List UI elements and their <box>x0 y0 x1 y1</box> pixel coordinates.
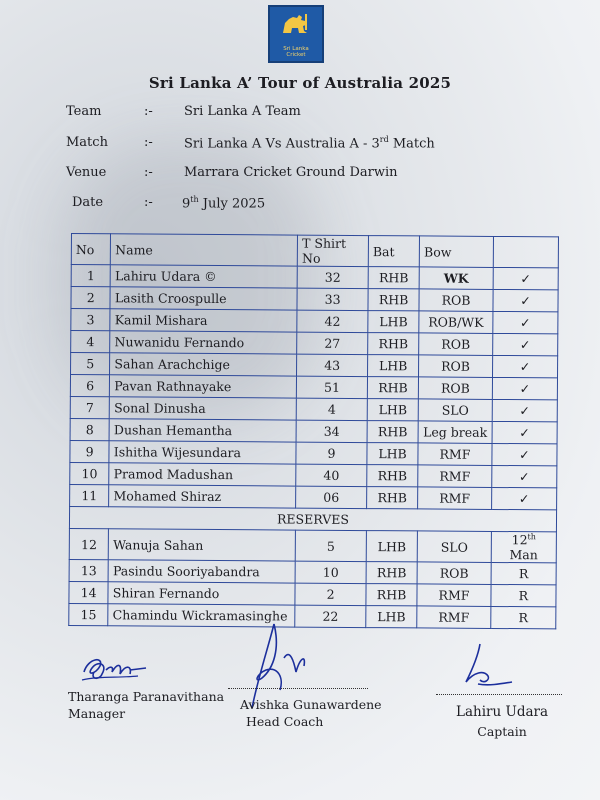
batting-style: RHB <box>366 584 417 606</box>
date-superscript: th <box>190 195 199 204</box>
match-value <box>184 135 435 151</box>
match-superscript: rd <box>379 135 389 144</box>
bowling-style: RMF <box>417 584 491 607</box>
player-name: Lahiru Udara © <box>110 265 297 288</box>
shirt-number: 42 <box>297 310 368 332</box>
checkmark-icon: ✓ <box>492 421 557 443</box>
bowling-style: WK <box>419 267 493 290</box>
bowling-style: ROB <box>417 562 491 585</box>
team-label: Team <box>66 104 102 119</box>
match-label: Match <box>66 135 108 150</box>
player-name: Dushan Hemantha <box>109 419 296 442</box>
player-name: Pramod Madushan <box>109 463 296 486</box>
batting-style: RHB <box>366 562 417 584</box>
batting-style: LHB <box>366 531 417 563</box>
header-bow: Bow <box>419 236 493 268</box>
bowling-style: SLO <box>418 399 492 422</box>
batting-style: RHB <box>367 377 418 399</box>
checkmark-icon: ✓ <box>493 267 558 289</box>
match-value-suffix: Match <box>388 136 435 152</box>
player-number: 2 <box>71 287 110 309</box>
player-name: Pavan Rathnayake <box>110 375 297 398</box>
player-name: Mohamed Shiraz <box>109 485 296 508</box>
player-name: Pasindu Sooriyabandra <box>108 560 295 583</box>
batting-style: RHB <box>368 267 419 289</box>
bowling-style: ROB <box>419 377 493 400</box>
date-value <box>182 195 265 211</box>
lion-emblem-icon <box>279 11 311 37</box>
player-number: 15 <box>69 604 108 626</box>
shirt-number: 22 <box>295 605 366 627</box>
player-name: Wanuja Sahan <box>109 529 296 561</box>
header-extra <box>493 236 558 267</box>
bowling-style: Leg break <box>418 421 492 444</box>
batting-style: LHB <box>366 606 417 628</box>
shirt-number: 33 <box>297 288 368 310</box>
bowling-style: ROB/WK <box>419 311 493 334</box>
match-separator: :- <box>144 135 153 150</box>
reserves-body <box>69 528 557 629</box>
player-number: 14 <box>69 582 108 604</box>
batting-style: LHB <box>367 399 418 421</box>
bowling-style: ROB <box>419 289 493 312</box>
reserves-heading: RESERVES <box>69 506 556 531</box>
manager-role: Manager <box>68 706 126 721</box>
header-name: Name <box>111 234 298 266</box>
player-number: 13 <box>69 560 108 582</box>
player-number: 9 <box>70 440 109 462</box>
batting-style: LHB <box>367 355 418 377</box>
squad-table <box>68 233 559 630</box>
coach-signature-line <box>228 688 368 689</box>
batting-style: RHB <box>368 333 419 355</box>
manager-block <box>68 688 224 722</box>
player-number: 10 <box>70 462 109 484</box>
table-header-row <box>71 234 558 268</box>
player-number: 8 <box>70 418 109 440</box>
shirt-number: 9 <box>296 442 367 464</box>
date-day: 9 <box>182 196 191 212</box>
checkmark-icon: ✓ <box>493 333 558 355</box>
document-title: Sri Lanka A’ Tour of Australia 2025 <box>148 74 452 92</box>
date-month-year: July 2025 <box>198 196 266 212</box>
player-number: 6 <box>70 375 109 397</box>
players-body <box>70 265 559 510</box>
bowling-style: RMF <box>418 465 492 488</box>
header-shirt: T Shirt No <box>297 235 368 266</box>
reserve-status-superscript: th <box>527 532 536 542</box>
bowling-style: RMF <box>417 606 491 629</box>
captain-signature-line <box>436 694 562 695</box>
shirt-number: 32 <box>297 266 368 288</box>
date-label: Date <box>72 195 104 210</box>
reserve-status-number: 12 <box>511 532 528 548</box>
team-separator: :- <box>144 104 153 119</box>
captain-name: Lahiru Udara <box>456 704 549 720</box>
player-name: Sonal Dinusha <box>110 397 297 420</box>
logo-text-line2: Cricket <box>286 52 306 58</box>
batting-style: RHB <box>368 289 419 311</box>
captain-block <box>456 702 548 742</box>
manager-signature <box>78 650 158 686</box>
reserve-row <box>69 528 556 563</box>
reserve-status-suffix: Man <box>509 547 538 563</box>
bowling-style: RMF <box>418 443 492 466</box>
venue-value: Marrara Cricket Ground Darwin <box>184 165 398 180</box>
date-separator: :- <box>144 195 153 210</box>
player-name: Sahan Arachchige <box>110 353 297 376</box>
reserve-status: R <box>491 563 556 585</box>
player-name: Shiran Fernando <box>108 582 295 605</box>
batting-style: LHB <box>368 311 419 333</box>
shirt-number: 51 <box>297 376 368 398</box>
team-value: Sri Lanka A Team <box>184 104 301 119</box>
manager-name: Tharanga Paranavithana <box>68 689 225 704</box>
player-name: Kamil Mishara <box>110 309 297 332</box>
header-bat: Bat <box>368 236 419 267</box>
checkmark-icon: ✓ <box>492 443 557 465</box>
logo-text-line1: Sri Lanka <box>283 46 309 52</box>
player-number: 7 <box>70 396 109 418</box>
logo-text <box>283 46 308 58</box>
checkmark-icon: ✓ <box>491 487 556 509</box>
match-value-text: Sri Lanka A Vs Australia A - 3 <box>184 136 380 152</box>
checkmark-icon: ✓ <box>493 289 558 311</box>
shirt-number: 40 <box>296 464 367 486</box>
venue-label: Venue <box>66 165 107 180</box>
batting-style: RHB <box>367 487 418 509</box>
player-name: Ishitha Wijesundara <box>109 441 296 464</box>
shirt-number: 43 <box>297 354 368 376</box>
player-name: Chamindu Wickramasinghe <box>108 604 295 627</box>
player-number: 11 <box>70 484 109 506</box>
shirt-number: 10 <box>295 561 366 583</box>
player-number: 1 <box>71 265 110 287</box>
venue-separator: :- <box>144 165 153 180</box>
shirt-number: 34 <box>296 420 367 442</box>
batting-style: RHB <box>367 421 418 443</box>
checkmark-icon: ✓ <box>492 377 557 399</box>
reserve-status <box>491 531 556 563</box>
bowling-style: RMF <box>418 487 492 510</box>
shirt-number: 5 <box>295 530 366 562</box>
coach-name: Avishka Gunawardene <box>240 697 382 712</box>
shirt-number: 27 <box>297 332 368 354</box>
player-number: 4 <box>71 331 110 353</box>
shirt-number: 2 <box>295 583 366 605</box>
bowling-style: ROB <box>419 355 493 378</box>
bowling-style: SLO <box>417 531 491 563</box>
player-number: 5 <box>71 353 110 375</box>
batting-style: RHB <box>367 465 418 487</box>
bowling-style: ROB <box>419 333 493 356</box>
header-no: No <box>71 234 111 265</box>
checkmark-icon: ✓ <box>492 399 557 421</box>
player-number: 3 <box>71 309 110 331</box>
coach-block <box>240 696 382 730</box>
shirt-number: 4 <box>296 398 367 420</box>
player-name: Nuwanidu Fernando <box>110 331 297 354</box>
reserve-status: R <box>491 607 556 629</box>
coach-role: Head Coach <box>246 714 324 729</box>
checkmark-icon: ✓ <box>492 465 557 487</box>
player-name: Lasith Croospulle <box>110 287 297 310</box>
captain-role: Captain <box>477 724 527 739</box>
reserve-status: R <box>491 585 556 607</box>
sri-lanka-cricket-logo <box>268 5 324 63</box>
player-number: 12 <box>69 528 109 559</box>
shirt-number: 06 <box>296 486 367 508</box>
checkmark-icon: ✓ <box>493 311 558 333</box>
checkmark-icon: ✓ <box>492 355 557 377</box>
batting-style: LHB <box>367 443 418 465</box>
captain-signature <box>458 640 518 692</box>
